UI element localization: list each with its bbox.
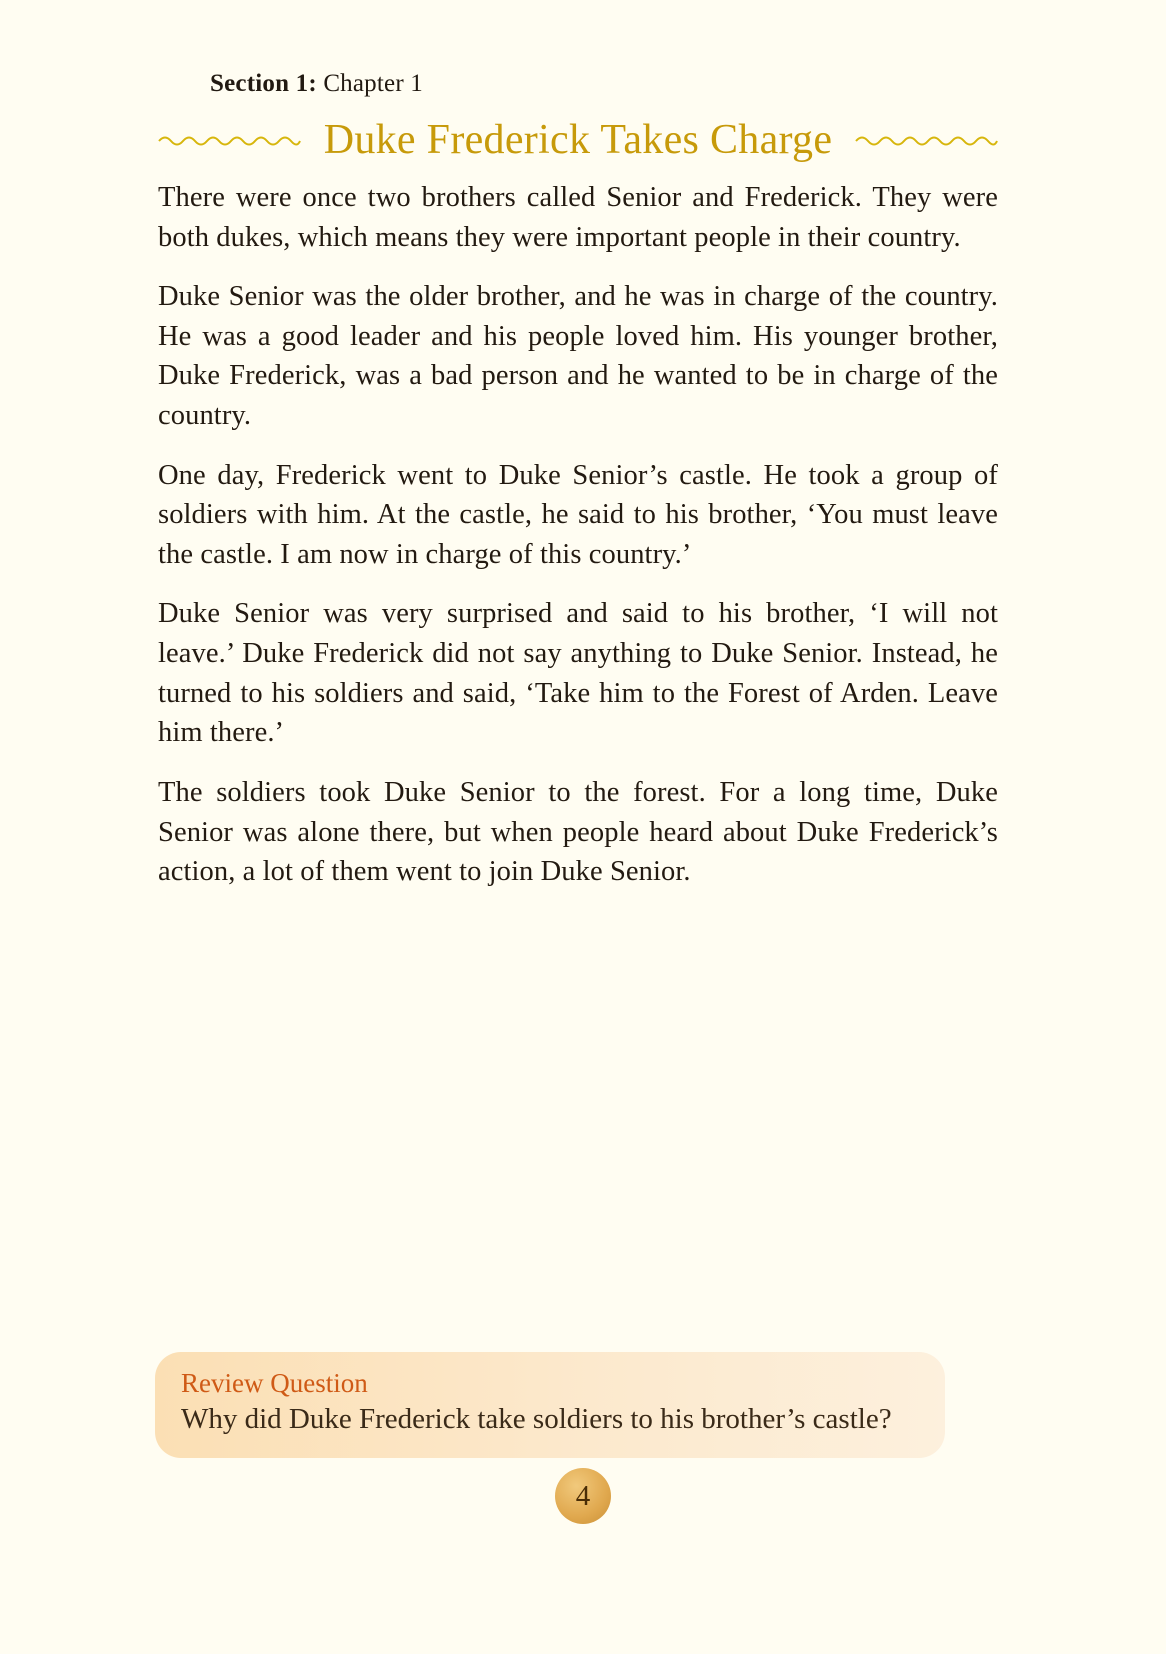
- paragraph: One day, Frederick went to Duke Senior’s castle. He took a group of soldiers with him. At the castle, he said to his brother, ‘You must leave the castle. I am now in charge of this country.’: [158, 459, 998, 570]
- page-content: [158, 70, 998, 892]
- chapter-title-row: [158, 116, 998, 164]
- review-question-label: Review Question: [181, 1368, 368, 1398]
- squiggle-left-icon: [157, 133, 302, 147]
- section-label: Section 1:: [210, 70, 317, 97]
- paragraph: The soldiers took Duke Senior to the forest. For a long time, Duke Senior was alone there, but when people heard about Duke Frederick’s action, a lot of them went to join Duke Senior.: [158, 776, 998, 888]
- squiggle-right-icon: [854, 133, 999, 147]
- review-question-text: Why did Duke Frederick take soldiers to his brother’s castle?: [181, 1403, 892, 1435]
- chapter-label: Chapter 1: [323, 70, 424, 97]
- section-breadcrumb: [210, 70, 998, 98]
- page-number-badge: 4: [555, 1468, 611, 1524]
- paragraph: Duke Senior was the older brother, and he was in charge of the country. He was a good leader and his people loved him. His younger brother, Duke Frederick, was a bad person and he wanted to be in charge of the country.: [158, 281, 998, 432]
- review-question-box: [155, 1352, 945, 1458]
- paragraph: Duke Senior was very surprised and said to his brother, ‘I will not leave.’ Duke Frederick did not say anything to Duke Senior. Instead, he turned to his soldiers and said, ‘Take him to the Forest of Arden. Leave him there.’: [158, 598, 998, 749]
- paragraph: There were once two brothers called Senior and Frederick. They were both dukes, which means they were important people in their country.: [158, 182, 998, 253]
- page-title: Duke Frederick Takes Charge: [323, 117, 833, 163]
